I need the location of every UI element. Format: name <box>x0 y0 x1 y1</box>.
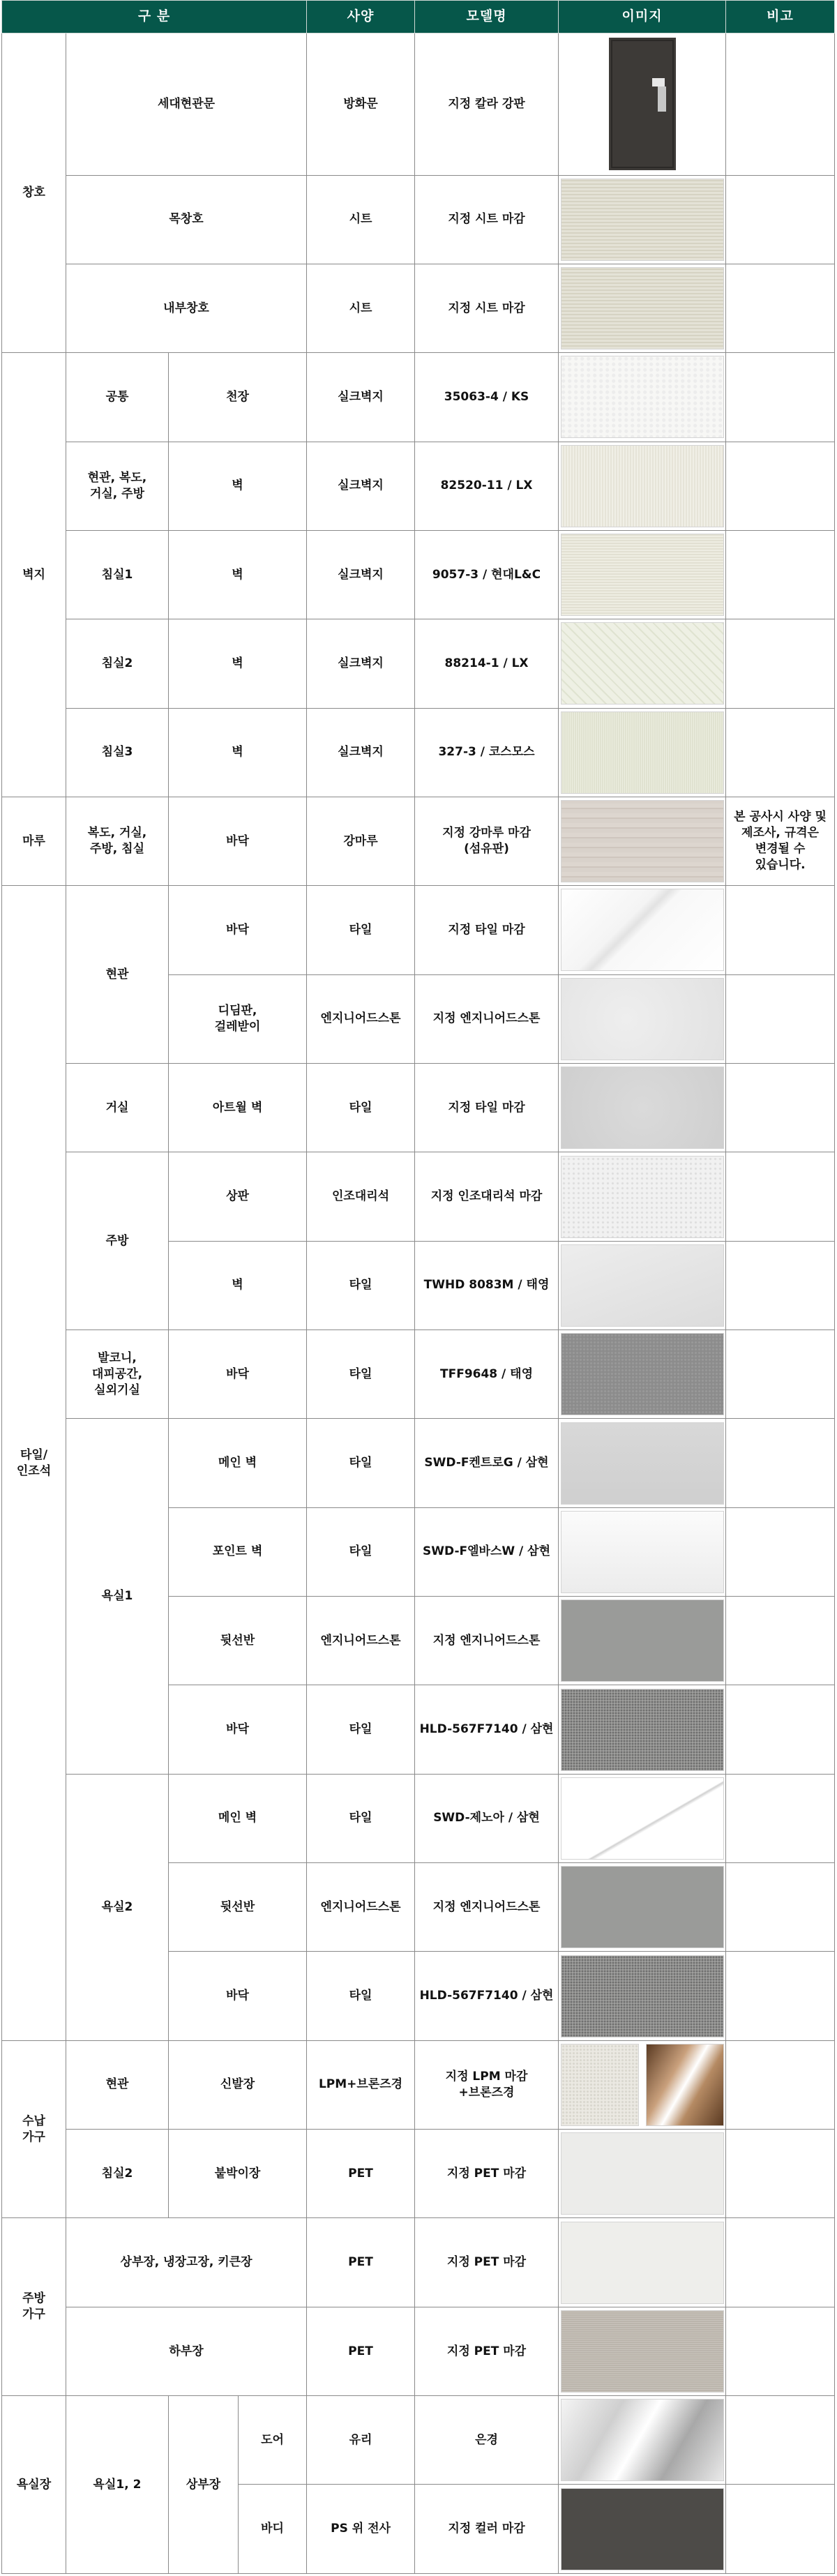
image-cell <box>559 1063 726 1152</box>
pet-swatch-image <box>561 2132 724 2215</box>
model-cell: 82520-11 / LX <box>415 442 559 530</box>
quartz-swatch-image <box>561 1156 724 1238</box>
dark-color-swatch-image <box>561 2488 724 2570</box>
spec-cell: 실크벽지 <box>307 353 415 442</box>
table-row <box>2 1419 835 1507</box>
note-cell <box>726 2130 835 2218</box>
image-cell <box>559 442 726 530</box>
model-cell: HLD-567F7140 / 삼현 <box>415 1952 559 2040</box>
model-cell: 지정 PET 마감 <box>415 2130 559 2218</box>
model-cell: 88214-1 / LX <box>415 619 559 708</box>
image-cell <box>559 1152 726 1241</box>
image-cell <box>559 2307 726 2395</box>
marble-swatch-image <box>561 889 724 971</box>
image-cell <box>559 1330 726 1419</box>
spec-cell: 엔지니어드스톤 <box>307 1597 415 1685</box>
part-cell: 뒷선반 <box>169 1863 307 1952</box>
part-cell: 벽 <box>169 442 307 530</box>
image-cell <box>559 530 726 619</box>
note-cell <box>726 1419 835 1507</box>
stone-swatch-image <box>561 1866 724 1948</box>
part-cell: 벽 <box>169 708 307 797</box>
table-row <box>2 353 835 442</box>
pet-hairline-swatch-image <box>561 2310 724 2393</box>
spec-cell: 타일 <box>307 1685 415 1774</box>
image-cell <box>559 1507 726 1596</box>
part-cell: 디딤판, 걸레받이 <box>169 974 307 1063</box>
model-cell: 은경 <box>415 2396 559 2485</box>
header-spec: 사양 <box>307 1 415 33</box>
table-row <box>2 619 835 708</box>
header-model: 모델명 <box>415 1 559 33</box>
table-row <box>2 1063 835 1152</box>
spec-cell: 실크벽지 <box>307 708 415 797</box>
model-cell: 지정 LPM 마감 +브론즈경 <box>415 2040 559 2129</box>
model-cell: 지정 컬러 마감 <box>415 2485 559 2574</box>
part-cell: 바닥 <box>169 797 307 885</box>
note-cell <box>726 619 835 708</box>
note-cell <box>726 2040 835 2129</box>
area-cell: 복도, 거실, 주방, 침실 <box>66 797 169 885</box>
model-cell: SWD-제노아 / 삼현 <box>415 1774 559 1862</box>
note-cell <box>726 1685 835 1774</box>
image-cell <box>559 708 726 797</box>
part-cell: 바닥 <box>169 1685 307 1774</box>
model-cell: HLD-567F7140 / 삼현 <box>415 1685 559 1774</box>
image-cell <box>559 1774 726 1862</box>
note-cell <box>726 33 835 176</box>
note-cell <box>726 353 835 442</box>
note-cell <box>726 1863 835 1952</box>
tile-swatch-image <box>561 1422 724 1505</box>
note-cell <box>726 442 835 530</box>
area-cell: 침실1 <box>66 530 169 619</box>
spec-cell: 방화문 <box>307 33 415 176</box>
model-cell: 9057-3 / 현대L&C <box>415 530 559 619</box>
image-cell <box>559 797 726 885</box>
part-cell: 바닥 <box>169 886 307 974</box>
spec-cell: 실크벽지 <box>307 530 415 619</box>
spec-cell: PET <box>307 2130 415 2218</box>
door-swatch-image <box>609 38 676 170</box>
area-cell: 침실3 <box>66 708 169 797</box>
note-cell <box>726 1241 835 1330</box>
model-cell: TWHD 8083M / 태영 <box>415 1241 559 1330</box>
image-cell <box>559 264 726 352</box>
model-cell: SWD-F켄트로G / 삼현 <box>415 1419 559 1507</box>
model-cell: 지정 엔지니어드스톤 <box>415 1597 559 1685</box>
part-cell: 벽 <box>169 1241 307 1330</box>
image-cell <box>559 175 726 264</box>
location-cell: 목창호 <box>66 175 307 264</box>
sheet-swatch-image <box>561 267 724 349</box>
spec-cell: PET <box>307 2218 415 2307</box>
area-cell: 주방 <box>66 1152 169 1330</box>
table-row <box>2 33 835 176</box>
table-row <box>2 2218 835 2307</box>
wallpaper-swatch-image <box>561 534 724 616</box>
tile-swatch-image <box>561 1067 724 1149</box>
area-cell: 욕실2 <box>66 1774 169 2040</box>
part-cell: 아트월 벽 <box>169 1063 307 1152</box>
model-cell: 327-3 / 코스모스 <box>415 708 559 797</box>
area-cell: 현관, 복도, 거실, 주방 <box>66 442 169 530</box>
model-cell: 지정 타일 마감 <box>415 886 559 974</box>
part-cell: 상판 <box>169 1152 307 1241</box>
lpm-swatch-image <box>561 2044 639 2126</box>
image-cell <box>559 1952 726 2040</box>
table-row <box>2 530 835 619</box>
model-cell: 지정 인조대리석 마감 <box>415 1152 559 1241</box>
spec-cell: 타일 <box>307 1507 415 1596</box>
area-cell: 침실2 <box>66 619 169 708</box>
table-row <box>2 1774 835 1862</box>
header-category: 구 분 <box>2 1 307 33</box>
part-cell: 바닥 <box>169 1952 307 2040</box>
mirror-swatch-image <box>561 2399 724 2481</box>
note-cell <box>726 1152 835 1241</box>
note-cell <box>726 708 835 797</box>
part-cell: 벽 <box>169 619 307 708</box>
table-row <box>2 1330 835 1419</box>
image-cell <box>559 2218 726 2307</box>
group-label-flooring: 마루 <box>2 797 66 885</box>
location-cell: 상부장, 냉장고장, 키큰장 <box>66 2218 307 2307</box>
table-row <box>2 797 835 885</box>
sub-cell: 상부장 <box>169 2396 239 2574</box>
model-cell: SWD-F엘바스W / 삼현 <box>415 1507 559 1596</box>
image-cell <box>559 353 726 442</box>
pet-swatch-image <box>561 2222 724 2304</box>
area-cell: 공통 <box>66 353 169 442</box>
note-cell <box>726 1597 835 1685</box>
stone-swatch-image <box>561 1599 724 1682</box>
image-cell <box>559 2040 726 2129</box>
note-cell: 본 공사시 사양 및 제조사, 규격은 변경될 수 있습니다. <box>726 797 835 885</box>
header-note: 비고 <box>726 1 835 33</box>
wallpaper-swatch-image <box>561 356 724 438</box>
note-cell <box>726 264 835 352</box>
table-row <box>2 1152 835 1241</box>
bronze-mirror-swatch-image <box>646 2044 724 2126</box>
table-row <box>2 175 835 264</box>
marble-swatch-image <box>561 1777 724 1860</box>
spec-cell: 타일 <box>307 1774 415 1862</box>
spec-cell: PS 위 전사 <box>307 2485 415 2574</box>
image-cell <box>559 1419 726 1507</box>
part-cell: 도어 <box>239 2396 307 2485</box>
tile-swatch-image <box>561 1955 724 2038</box>
spec-cell: 타일 <box>307 1952 415 2040</box>
note-cell <box>726 530 835 619</box>
area-cell: 발코니, 대피공간, 실외기실 <box>66 1330 169 1419</box>
table-row <box>2 2396 835 2485</box>
location-cell: 세대현관문 <box>66 33 307 176</box>
spec-cell: 실크벽지 <box>307 442 415 530</box>
spec-cell: PET <box>307 2307 415 2395</box>
area-cell: 현관 <box>66 2040 169 2129</box>
table-row <box>2 264 835 352</box>
note-cell <box>726 2485 835 2574</box>
note-cell <box>726 2307 835 2395</box>
spec-cell: 타일 <box>307 1241 415 1330</box>
group-label-storage: 수납 가구 <box>2 2040 66 2218</box>
table-row <box>2 708 835 797</box>
tile-swatch-image <box>561 1244 724 1327</box>
table-row <box>2 2307 835 2395</box>
stone-swatch-image <box>561 978 724 1060</box>
table-row <box>2 2130 835 2218</box>
spec-cell: 타일 <box>307 1330 415 1419</box>
spec-cell: 실크벽지 <box>307 619 415 708</box>
note-cell <box>726 2218 835 2307</box>
model-cell: 지정 PET 마감 <box>415 2218 559 2307</box>
sheet-swatch-image <box>561 179 724 261</box>
spec-cell: 엔지니어드스톤 <box>307 974 415 1063</box>
door-illustration <box>609 38 676 170</box>
note-cell <box>726 2396 835 2485</box>
spec-cell: 타일 <box>307 1419 415 1507</box>
tile-swatch-image <box>561 1689 724 1771</box>
image-cell <box>559 619 726 708</box>
image-cell <box>559 1685 726 1774</box>
model-cell: 지정 엔지니어드스톤 <box>415 1863 559 1952</box>
area-cell: 현관 <box>66 886 169 1064</box>
header-image: 이미지 <box>559 1 726 33</box>
location-cell: 하부장 <box>66 2307 307 2395</box>
model-cell: 지정 시트 마감 <box>415 264 559 352</box>
note-cell <box>726 175 835 264</box>
wallpaper-swatch-image <box>561 711 724 794</box>
part-cell: 천장 <box>169 353 307 442</box>
note-cell <box>726 1330 835 1419</box>
area-cell: 거실 <box>66 1063 169 1152</box>
part-cell: 뒷선반 <box>169 1597 307 1685</box>
area-cell: 침실2 <box>66 2130 169 2218</box>
group-label-window-door: 창호 <box>2 33 66 353</box>
note-cell <box>726 886 835 974</box>
spec-cell: 타일 <box>307 1063 415 1152</box>
finish-schedule-table <box>1 0 835 2574</box>
part-cell: 바닥 <box>169 1330 307 1419</box>
spec-cell: LPM+브론즈경 <box>307 2040 415 2129</box>
part-cell: 바디 <box>239 2485 307 2574</box>
tile-swatch-image <box>561 1333 724 1415</box>
image-cell <box>559 974 726 1063</box>
image-cell <box>559 2396 726 2485</box>
model-cell: 지정 강마루 마감 (섬유판) <box>415 797 559 885</box>
note-cell <box>726 1063 835 1152</box>
part-cell: 벽 <box>169 530 307 619</box>
tile-swatch-image <box>561 1511 724 1593</box>
image-cell <box>559 2130 726 2218</box>
group-label-wallpaper: 벽지 <box>2 353 66 797</box>
part-cell: 메인 벽 <box>169 1419 307 1507</box>
group-label-bath-cabinet: 욕실장 <box>2 2396 66 2574</box>
note-cell <box>726 1774 835 1862</box>
image-cell <box>559 886 726 974</box>
part-cell: 붙박이장 <box>169 2130 307 2218</box>
image-cell <box>559 1241 726 1330</box>
note-cell <box>726 974 835 1063</box>
note-cell <box>726 1507 835 1596</box>
wood-floor-swatch-image <box>561 800 724 882</box>
spec-cell: 유리 <box>307 2396 415 2485</box>
model-cell: 지정 엔지니어드스톤 <box>415 974 559 1063</box>
table-row <box>2 2040 835 2129</box>
group-label-kitchen: 주방 가구 <box>2 2218 66 2396</box>
spec-cell: 타일 <box>307 886 415 974</box>
model-cell: 지정 시트 마감 <box>415 175 559 264</box>
part-cell: 신발장 <box>169 2040 307 2129</box>
wallpaper-swatch-image <box>561 445 724 527</box>
spec-cell: 시트 <box>307 175 415 264</box>
model-cell: 지정 타일 마감 <box>415 1063 559 1152</box>
part-cell: 포인트 벽 <box>169 1507 307 1596</box>
image-cell <box>559 2485 726 2574</box>
spec-cell: 인조대리석 <box>307 1152 415 1241</box>
model-cell: 지정 칼라 강판 <box>415 33 559 176</box>
swatch-pair <box>561 2044 724 2126</box>
table-row <box>2 886 835 974</box>
spec-cell: 시트 <box>307 264 415 352</box>
area-cell: 욕실1 <box>66 1419 169 1774</box>
image-cell <box>559 33 726 176</box>
area-cell: 욕실1, 2 <box>66 2396 169 2574</box>
image-cell <box>559 1863 726 1952</box>
wallpaper-swatch-image <box>561 622 724 705</box>
header-row <box>2 1 835 33</box>
table-row <box>2 442 835 530</box>
location-cell: 내부창호 <box>66 264 307 352</box>
model-cell: 35063-4 / KS <box>415 353 559 442</box>
model-cell: TFF9648 / 태영 <box>415 1330 559 1419</box>
spec-cell: 엔지니어드스톤 <box>307 1863 415 1952</box>
image-cell <box>559 1597 726 1685</box>
part-cell: 메인 벽 <box>169 1774 307 1862</box>
note-cell <box>726 1952 835 2040</box>
model-cell: 지정 PET 마감 <box>415 2307 559 2395</box>
group-label-tile-stone: 타일/ 인조석 <box>2 886 66 2040</box>
spec-cell: 강마루 <box>307 797 415 885</box>
